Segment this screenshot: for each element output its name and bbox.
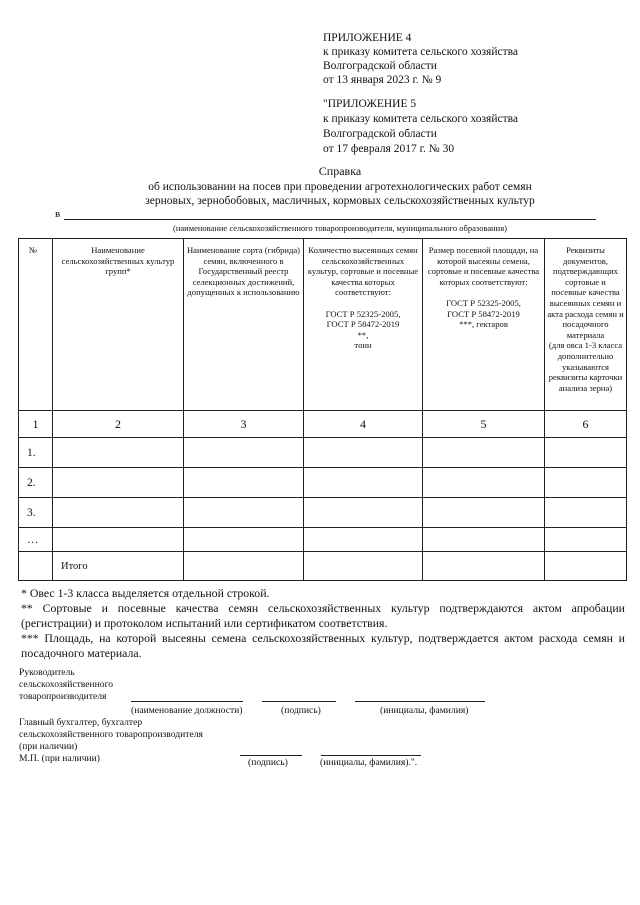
producer-caption: (наименование сельскохозяйственного товаропроизводителя, муниципального образования) — [173, 223, 507, 233]
table-cell[interactable] — [53, 528, 184, 552]
table-cell[interactable] — [304, 552, 423, 581]
header-cell: Размер посевной площади, на которой высеяны семена, сортовые и посевные качества которых соответствуют: ГОСТ Р 52325-2005, ГОСТ Р 58472-2019 ***, гектаров — [423, 239, 545, 411]
row-index: … — [19, 528, 53, 552]
seed-usage-table — [18, 238, 627, 581]
head-label — [19, 667, 113, 703]
table-cell[interactable] — [545, 498, 627, 528]
table-cell[interactable] — [423, 468, 545, 498]
appendix5-line: Волгоградской области — [323, 128, 437, 140]
table-cell[interactable] — [304, 528, 423, 552]
accountant-label-line: (при наличии) — [19, 741, 78, 752]
footnote-1: * Овес 1-3 класса выделяется отдельной строкой. — [21, 586, 270, 600]
table-cell[interactable] — [53, 438, 184, 468]
table-header-row — [19, 239, 627, 411]
head-label-line: товаропроизводителя — [19, 691, 107, 702]
appendix4-title: ПРИЛОЖЕНИЕ 4 — [323, 32, 412, 44]
table-row — [19, 468, 627, 498]
table-cell[interactable] — [545, 438, 627, 468]
table-cell[interactable] — [184, 498, 304, 528]
position-caption: (наименование должности) — [131, 705, 243, 716]
table-cell[interactable] — [184, 528, 304, 552]
table-row — [19, 498, 627, 528]
document-subtitle: об использовании на посев при проведении агротехнологических работ семян — [148, 181, 532, 193]
signature-caption: (подпись) — [281, 705, 321, 716]
appendix5-line: к приказу комитета сельского хозяйства — [323, 113, 519, 125]
producer-fill-line — [64, 219, 596, 220]
header-cell: Наименование сорта (гибрида) семян, включенного в Государственный реестр селекционных достижений, допущенных к использованию — [184, 239, 304, 411]
appendix4-line: от 13 января 2023 г. № 9 — [323, 74, 442, 86]
footnote-3: *** Площадь, на которой высеяны семена сельскохозяйственных культур, подтверждается актом расхода семян и посадочного материала. — [21, 631, 625, 660]
row-index: 3. — [19, 498, 53, 528]
column-number: 3 — [184, 411, 304, 438]
table-cell — [19, 552, 53, 581]
appendix4-line: к приказу комитета сельского хозяйства — [323, 46, 519, 58]
appendix5-block — [323, 97, 518, 157]
table-cell[interactable] — [304, 498, 423, 528]
total-row — [19, 552, 627, 581]
position-line — [131, 701, 243, 702]
head-label-line: Руководитель — [19, 667, 75, 678]
column-number: 6 — [545, 411, 627, 438]
in-label: в — [55, 208, 61, 220]
appendix5-line: от 17 февраля 2017 г. № 30 — [323, 143, 455, 155]
head-label-line: сельскохозяйственного — [19, 679, 114, 690]
signature-line — [262, 701, 336, 702]
initials-line — [321, 755, 421, 756]
stamp-label: М.П. (при наличии) — [19, 753, 100, 764]
accountant-label-line: Главный бухгалтер, бухгалтер — [19, 717, 143, 728]
header-cell: Наименование сельскохозяйственных культур групп* — [53, 239, 184, 411]
document-title: Справка — [318, 164, 362, 178]
table-cell[interactable] — [545, 528, 627, 552]
header-cell: Реквизиты документов, подтверждающих сортовые и посевные качества высеянных семян и акта расхода семян и посадочного материала (для овса 1-3 класса дополнительно указываются реквизиты карточки анализа зерна) — [545, 239, 627, 411]
appendix4-line: Волгоградской области — [323, 60, 437, 72]
appendix5-title: "ПРИЛОЖЕНИЕ 5 — [323, 98, 417, 110]
appendix4-block — [323, 31, 518, 87]
table-cell[interactable] — [304, 468, 423, 498]
table-cell[interactable] — [184, 552, 304, 581]
table-cell[interactable] — [423, 552, 545, 581]
header-cell: Количество высеянных семян сельскохозяйственных культур, сортовые и посевные качества которых соответствуют: ГОСТ Р 52325-2005, ГОСТ Р 58472-2019 **, тонн — [304, 239, 423, 411]
signature-caption: (подпись) — [248, 757, 288, 768]
column-number-row — [19, 411, 627, 438]
table-cell[interactable] — [304, 438, 423, 468]
document-subtitle: зерновых, зернобобовых, масличных, кормовых сельскохозяйственных культур — [145, 195, 535, 207]
table-row — [19, 528, 627, 552]
row-index: 1. — [19, 438, 53, 468]
initials-caption: (инициалы, фамилия) — [380, 705, 469, 716]
initials-line — [355, 701, 485, 702]
table-cell[interactable] — [184, 468, 304, 498]
footnote-2: ** Сортовые и посевные качества семян сельскохозяйственных культур подтверждаются актом апробации (регистрации) и протоколом испытаний или сертификатом соответствия. — [21, 601, 625, 630]
table-cell[interactable] — [423, 528, 545, 552]
accountant-label — [19, 717, 203, 765]
signature-line — [240, 755, 302, 756]
accountant-label-line: сельскохозяйственного товаропроизводителя — [19, 729, 203, 740]
column-number: 2 — [53, 411, 184, 438]
column-number: 4 — [304, 411, 423, 438]
table-cell[interactable] — [53, 468, 184, 498]
row-index: 2. — [19, 468, 53, 498]
table-cell[interactable] — [184, 438, 304, 468]
table-cell[interactable] — [423, 438, 545, 468]
header-cell: № — [19, 239, 53, 411]
table-cell[interactable] — [545, 552, 627, 581]
table-cell[interactable] — [545, 468, 627, 498]
initials-caption: (инициалы, фамилия).". — [320, 757, 418, 768]
column-number: 5 — [423, 411, 545, 438]
table-cell[interactable] — [53, 498, 184, 528]
column-number: 1 — [19, 411, 53, 438]
table-row — [19, 438, 627, 468]
table-cell[interactable] — [423, 498, 545, 528]
total-label: Итого — [53, 552, 184, 581]
